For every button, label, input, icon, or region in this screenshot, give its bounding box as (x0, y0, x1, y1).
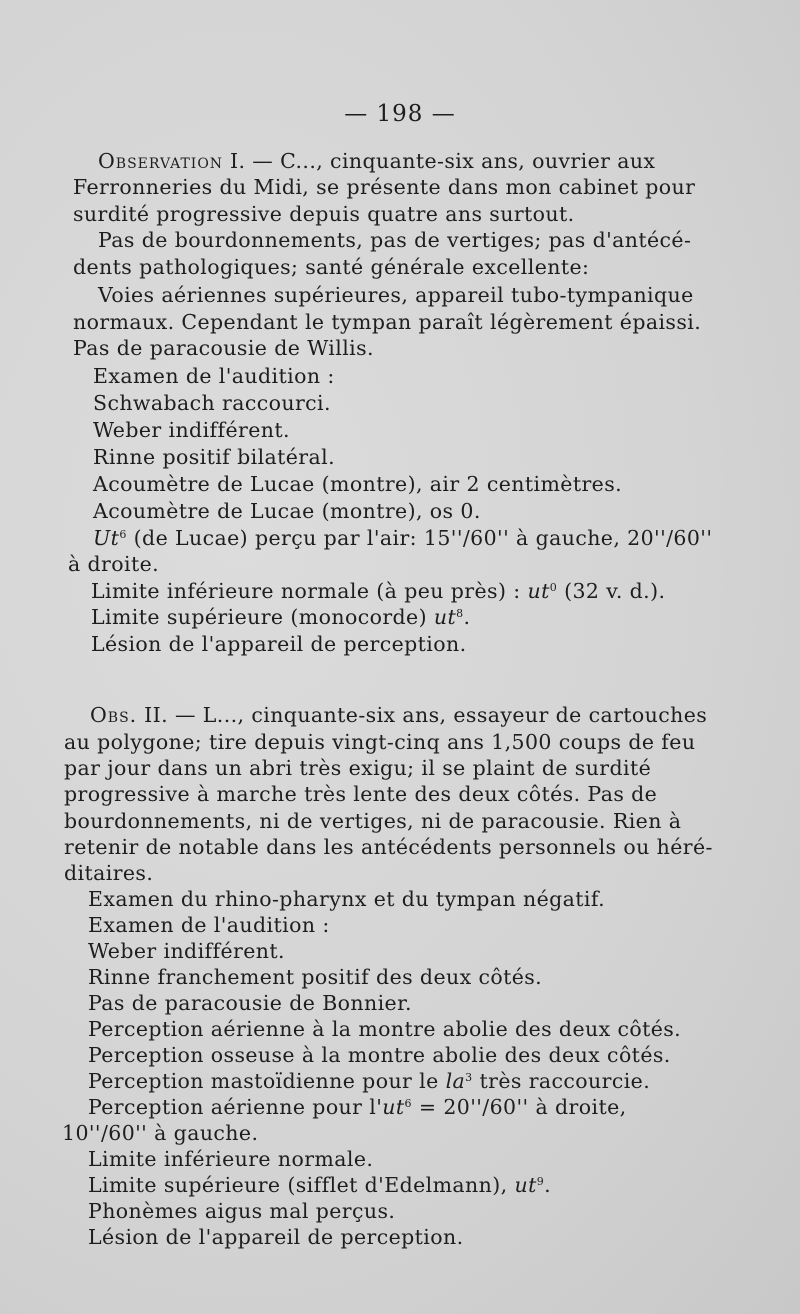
obs1-line: Pas de bourdonnements, pas de vertiges; pas d'antécé- (98, 228, 692, 252)
obs1-line: Acoumètre de Lucae (montre), air 2 centimètres. (93, 472, 623, 496)
obs1-line: surdité progressive depuis quatre ans surtout. (73, 202, 575, 226)
obs1-ut6-note: Ut (93, 526, 120, 550)
obs1-limite-inf-post: (32 v. d.). (557, 579, 666, 603)
obs2-masto-sup: 3 (465, 1071, 473, 1084)
obs1-line: Acoumètre de Lucae (montre), os 0. (93, 499, 481, 523)
obs1-ut6-rest: (de Lucae) perçu par l'air: 15''/60'' à gauche, 20''/60'' (126, 526, 713, 550)
obs1-lesion: Lésion de l'appareil de perception. (91, 632, 467, 656)
obs1-line: Ferronneries du Midi, se présente dans mon cabinet pour (73, 175, 696, 199)
obs2-limite-sup-note: ut (514, 1173, 537, 1197)
obs1-limite-inf-line (91, 578, 665, 604)
obs2-line: Perception aérienne à la montre abolie des deux côtés. (88, 1017, 682, 1041)
page-number: — 198 — (344, 101, 456, 127)
obs2-phonemes: Phonèmes aigus mal perçus. (88, 1199, 396, 1223)
obs1-limite-inf-sup: 0 (549, 581, 558, 594)
obs1-line: à droite. (68, 552, 160, 576)
obs2-masto-pre: Perception mastoïdienne pour le (88, 1069, 446, 1093)
obs1-line: Weber indifférent. (93, 418, 290, 442)
obs2-limite-sup-sup: 9 (536, 1175, 545, 1188)
obs2-aer-cont: 10''/60'' à gauche. (62, 1121, 259, 1145)
obs2-aer-line (88, 1094, 627, 1120)
obs2-lesion: Lésion de l'appareil de perception. (88, 1225, 464, 1249)
obs1-ut6-sup: 6 (119, 528, 127, 541)
obs2-line: Examen de l'audition : (88, 913, 330, 937)
obs1-line: Voies aériennes supérieures, appareil tubo-tympanique (98, 283, 694, 307)
obs2-aer-post: = 20''/60'' à droite, (411, 1095, 627, 1119)
obs2-masto-line (88, 1068, 650, 1094)
obs1-line: Rinne positif bilatéral. (93, 445, 336, 469)
obs2-masto-post: très raccourcie. (472, 1069, 651, 1093)
obs1-line: dents pathologiques; santé générale excellente: (73, 255, 590, 279)
obs1-heading-rest: I. — C..., cinquante-six ans, ouvrier aux (223, 149, 656, 173)
obs2-aer-sup: 6 (404, 1097, 412, 1110)
obs1-line: Schwabach raccourci. (93, 391, 331, 415)
obs2-line: ditaires. (64, 861, 154, 885)
obs2-aer-pre: Perception aérienne pour l' (88, 1095, 383, 1119)
obs2-line: Rinne franchement positif des deux côtés. (88, 965, 543, 989)
obs2-heading-rest: II. — L..., cinquante-six ans, essayeur de cartouches (137, 703, 708, 727)
obs2-limite-sup-post: . (544, 1173, 552, 1197)
obs1-heading-line (98, 148, 655, 174)
obs2-line: Perception osseuse à la montre abolie des deux côtés. (88, 1043, 671, 1067)
obs2-line: retenir de notable dans les antécédents personnels ou héré- (64, 835, 713, 859)
obs2-line: Pas de paracousie de Bonnier. (88, 991, 412, 1015)
obs2-line: Weber indifférent. (88, 939, 285, 963)
obs1-limite-sup-post: . (463, 605, 471, 629)
obs2-limite-sup-line (88, 1172, 551, 1198)
obs1-limite-sup-sup: 8 (456, 607, 464, 620)
obs1-limite-sup-note: ut (433, 605, 457, 629)
obs1-limite-sup-pre: Limite supérieure (monocorde) (91, 605, 434, 629)
obs2-heading-label: Obs. (90, 703, 138, 727)
obs2-line: progressive à marche très lente des deux côtés. Pas de (64, 782, 658, 806)
obs2-line: au polygone; tire depuis vingt-cinq ans 1,500 coups de feu (64, 730, 696, 754)
obs2-line: par jour dans un abri très exigu; il se plaint de surdité (64, 756, 652, 780)
obs1-limite-inf-note: ut (527, 579, 550, 603)
obs2-line: Examen du rhino-pharynx et du tympan négatif. (88, 887, 606, 911)
obs1-line: Pas de paracousie de Willis. (73, 336, 374, 360)
obs2-masto-note: la (445, 1069, 466, 1093)
obs2-aer-note: ut (382, 1095, 405, 1119)
obs2-limite-sup-pre: Limite supérieure (sifflet d'Edelmann), (88, 1173, 515, 1197)
obs2-limite-inf: Limite inférieure normale. (88, 1147, 374, 1171)
obs1-line: normaux. Cependant le tympan paraît légèrement épaissi. (73, 310, 702, 334)
obs2-heading-line (90, 702, 707, 728)
obs1-heading-label: Observation (98, 149, 224, 173)
obs1-line: Examen de l'audition : (93, 364, 335, 388)
obs1-limite-inf-pre: Limite inférieure normale (à peu près) : (91, 579, 528, 603)
obs1-limite-sup-line (91, 604, 470, 630)
obs2-line: bourdonnements, ni de vertiges, ni de paracousie. Rien à (64, 809, 682, 833)
obs1-ut6-line (93, 525, 712, 551)
